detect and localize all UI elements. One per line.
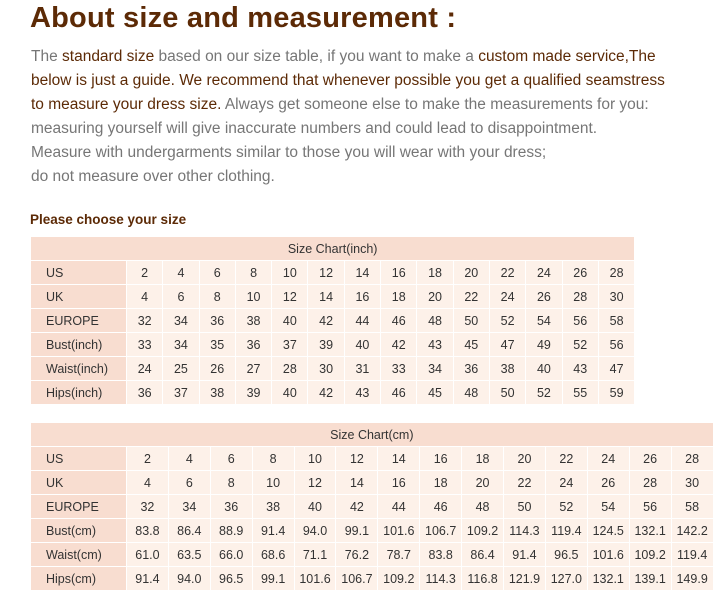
chart-caption: Size Chart(inch) <box>31 237 635 261</box>
table-cell: 96.5 <box>210 567 252 591</box>
table-cell: 76.2 <box>336 543 378 567</box>
table-cell: 24 <box>545 471 587 495</box>
table-cell: 52 <box>545 495 587 519</box>
table-cell: 22 <box>504 471 546 495</box>
table-cell: 56 <box>629 495 671 519</box>
table-cell: 43 <box>417 333 453 357</box>
table-cell: 99.1 <box>336 519 378 543</box>
size-chart-inch <box>30 236 635 405</box>
table-cell: 61.0 <box>127 543 169 567</box>
table-cell: 66.0 <box>210 543 252 567</box>
intro-line-2: below is just a guide. We recommend that whenever possible you get a qualified seamstress <box>31 72 665 89</box>
table-cell: 91.4 <box>127 567 169 591</box>
table-cell: 30 <box>598 285 634 309</box>
table-cell: 10 <box>272 261 308 285</box>
table-cell: 96.5 <box>545 543 587 567</box>
table-row <box>31 543 714 567</box>
table-cell: 58 <box>671 495 713 519</box>
table-cell: 26 <box>587 471 629 495</box>
table-cell: 132.1 <box>629 519 671 543</box>
table-cell: 63.5 <box>168 543 210 567</box>
table-cell: 34 <box>168 495 210 519</box>
table-cell: 33 <box>127 333 163 357</box>
table-cell: 38 <box>199 381 235 405</box>
table-cell: 39 <box>235 381 271 405</box>
table-cell: 38 <box>252 495 294 519</box>
table-cell: 46 <box>381 309 417 333</box>
table-cell: 14 <box>308 285 344 309</box>
table-cell: 26 <box>629 447 671 471</box>
table-cell: 109.2 <box>378 567 420 591</box>
intro-text-segment: based on our size table, if you want to make a <box>154 48 479 65</box>
table-cell: 6 <box>210 447 252 471</box>
table-row <box>31 495 714 519</box>
row-label: US <box>31 447 127 471</box>
table-row <box>31 567 714 591</box>
table-cell: 88.9 <box>210 519 252 543</box>
intro-line-5: Measure with undergarments similar to those you will wear with your dress; <box>31 144 547 161</box>
intro-line-1 <box>31 45 711 69</box>
table-cell: 28 <box>629 471 671 495</box>
table-cell: 14 <box>344 261 380 285</box>
table-cell: 58 <box>598 309 634 333</box>
table-cell: 40 <box>272 381 308 405</box>
table-cell: 106.7 <box>336 567 378 591</box>
table-cell: 24 <box>587 447 629 471</box>
intro-line-6: do not measure over other clothing. <box>31 168 275 185</box>
table-cell: 10 <box>294 447 336 471</box>
table-cell: 16 <box>381 261 417 285</box>
table-row <box>31 261 635 285</box>
table-cell: 43 <box>562 357 598 381</box>
table-row <box>31 447 714 471</box>
table-cell: 28 <box>598 261 634 285</box>
table-cell: 38 <box>489 357 525 381</box>
table-cell: 16 <box>344 285 380 309</box>
table-cell: 109.2 <box>629 543 671 567</box>
table-row <box>31 309 635 333</box>
intro-text <box>31 45 711 189</box>
table-cell: 16 <box>420 447 462 471</box>
table-cell: 18 <box>381 285 417 309</box>
table-cell: 94.0 <box>168 567 210 591</box>
row-label: Waist(inch) <box>31 357 127 381</box>
table-cell: 59 <box>598 381 634 405</box>
table-cell: 12 <box>272 285 308 309</box>
intro-text-segment: The <box>31 48 63 65</box>
table-cell: 24 <box>526 261 562 285</box>
table-cell: 46 <box>420 495 462 519</box>
chart-caption-row <box>31 423 714 447</box>
table-cell: 40 <box>344 333 380 357</box>
table-cell: 52 <box>526 381 562 405</box>
row-label: Hips(inch) <box>31 381 127 405</box>
table-cell: 68.6 <box>252 543 294 567</box>
table-cell: 20 <box>504 447 546 471</box>
table-cell: 4 <box>163 261 199 285</box>
table-cell: 24 <box>489 285 525 309</box>
row-label: UK <box>31 471 127 495</box>
table-cell: 30 <box>671 471 713 495</box>
table-row <box>31 519 714 543</box>
table-cell: 139.1 <box>629 567 671 591</box>
table-cell: 6 <box>163 285 199 309</box>
table-cell: 71.1 <box>294 543 336 567</box>
table-cell: 12 <box>308 261 344 285</box>
row-label: Waist(cm) <box>31 543 127 567</box>
table-cell: 91.4 <box>252 519 294 543</box>
table-cell: 47 <box>489 333 525 357</box>
size-chart-cm <box>30 422 714 591</box>
table-cell: 121.9 <box>504 567 546 591</box>
table-cell: 44 <box>344 309 380 333</box>
table-cell: 36 <box>210 495 252 519</box>
table-cell: 18 <box>420 471 462 495</box>
table-cell: 54 <box>526 309 562 333</box>
table-cell: 6 <box>168 471 210 495</box>
table-cell: 99.1 <box>252 567 294 591</box>
table-cell: 20 <box>453 261 489 285</box>
table-cell: 48 <box>417 309 453 333</box>
table-cell: 124.5 <box>587 519 629 543</box>
row-label: Bust(cm) <box>31 519 127 543</box>
table-cell: 101.6 <box>378 519 420 543</box>
table-cell: 42 <box>381 333 417 357</box>
table-cell: 54 <box>587 495 629 519</box>
table-cell: 52 <box>489 309 525 333</box>
table-cell: 22 <box>545 447 587 471</box>
table-cell: 36 <box>199 309 235 333</box>
table-cell: 86.4 <box>462 543 504 567</box>
table-cell: 34 <box>163 333 199 357</box>
table-cell: 4 <box>168 447 210 471</box>
table-cell: 50 <box>504 495 546 519</box>
table-cell: 16 <box>378 471 420 495</box>
table-cell: 32 <box>127 495 169 519</box>
custom-made-highlight: custom made service,The <box>478 48 656 65</box>
table-cell: 37 <box>272 333 308 357</box>
table-cell: 48 <box>453 381 489 405</box>
row-label: Bust(inch) <box>31 333 127 357</box>
table-cell: 14 <box>378 447 420 471</box>
table-row <box>31 471 714 495</box>
table-cell: 10 <box>235 285 271 309</box>
table-cell: 40 <box>294 495 336 519</box>
table-cell: 4 <box>127 471 169 495</box>
table-cell: 142.2 <box>671 519 713 543</box>
table-cell: 2 <box>127 261 163 285</box>
table-cell: 52 <box>562 333 598 357</box>
table-cell: 28 <box>272 357 308 381</box>
table-cell: 46 <box>381 381 417 405</box>
table-cell: 44 <box>378 495 420 519</box>
table-cell: 49 <box>526 333 562 357</box>
table-cell: 31 <box>344 357 380 381</box>
table-cell: 55 <box>562 381 598 405</box>
table-cell: 39 <box>308 333 344 357</box>
table-cell: 26 <box>199 357 235 381</box>
table-cell: 33 <box>381 357 417 381</box>
row-label: UK <box>31 285 127 309</box>
table-cell: 45 <box>453 333 489 357</box>
table-cell: 20 <box>462 471 504 495</box>
table-cell: 25 <box>163 357 199 381</box>
choose-size-label: Please choose your size <box>30 212 187 227</box>
table-cell: 32 <box>127 309 163 333</box>
table-row <box>31 381 635 405</box>
table-cell: 43 <box>344 381 380 405</box>
table-cell: 42 <box>308 381 344 405</box>
table-cell: 28 <box>671 447 713 471</box>
table-cell: 22 <box>489 261 525 285</box>
table-row <box>31 357 635 381</box>
table-row <box>31 333 635 357</box>
table-cell: 24 <box>127 357 163 381</box>
table-cell: 22 <box>453 285 489 309</box>
table-cell: 8 <box>252 447 294 471</box>
table-cell: 38 <box>235 309 271 333</box>
chart-caption-row <box>31 237 635 261</box>
table-cell: 42 <box>336 495 378 519</box>
table-cell: 78.7 <box>378 543 420 567</box>
table-cell: 2 <box>127 447 169 471</box>
table-cell: 35 <box>199 333 235 357</box>
table-cell: 119.4 <box>671 543 713 567</box>
table-cell: 119.4 <box>545 519 587 543</box>
table-cell: 6 <box>199 261 235 285</box>
table-cell: 42 <box>308 309 344 333</box>
table-cell: 109.2 <box>462 519 504 543</box>
page-title: About size and measurement : <box>30 2 457 34</box>
chart-caption: Size Chart(cm) <box>31 423 714 447</box>
table-cell: 127.0 <box>545 567 587 591</box>
row-label: EUROPE <box>31 495 127 519</box>
table-cell: 94.0 <box>294 519 336 543</box>
table-cell: 40 <box>272 309 308 333</box>
table-cell: 12 <box>336 447 378 471</box>
table-cell: 20 <box>417 285 453 309</box>
table-cell: 37 <box>163 381 199 405</box>
table-cell: 18 <box>417 261 453 285</box>
intro-text-segment: Always get someone else to make the measurements for you: <box>221 96 649 113</box>
table-cell: 30 <box>308 357 344 381</box>
table-row <box>31 285 635 309</box>
table-cell: 56 <box>562 309 598 333</box>
table-cell: 36 <box>235 333 271 357</box>
table-cell: 36 <box>453 357 489 381</box>
table-cell: 101.6 <box>587 543 629 567</box>
table-cell: 36 <box>127 381 163 405</box>
row-label: Hips(cm) <box>31 567 127 591</box>
table-cell: 12 <box>294 471 336 495</box>
standard-size-highlight: standard size <box>62 48 155 65</box>
table-cell: 8 <box>235 261 271 285</box>
table-cell: 18 <box>462 447 504 471</box>
table-cell: 50 <box>453 309 489 333</box>
table-cell: 106.7 <box>420 519 462 543</box>
table-cell: 8 <box>199 285 235 309</box>
table-cell: 26 <box>526 285 562 309</box>
table-cell: 91.4 <box>504 543 546 567</box>
table-cell: 101.6 <box>294 567 336 591</box>
table-cell: 26 <box>562 261 598 285</box>
intro-line-4: measuring yourself will give inaccurate numbers and could lead to disappointment. <box>31 120 598 137</box>
intro-line-3 <box>31 93 711 117</box>
table-cell: 45 <box>417 381 453 405</box>
table-cell: 114.3 <box>504 519 546 543</box>
measure-dress-highlight: to measure your dress size. <box>31 96 222 113</box>
table-cell: 56 <box>598 333 634 357</box>
table-cell: 149.9 <box>671 567 713 591</box>
row-label: EUROPE <box>31 309 127 333</box>
table-cell: 83.8 <box>420 543 462 567</box>
table-cell: 132.1 <box>587 567 629 591</box>
table-cell: 47 <box>598 357 634 381</box>
table-cell: 14 <box>336 471 378 495</box>
table-cell: 8 <box>210 471 252 495</box>
table-cell: 34 <box>417 357 453 381</box>
table-cell: 116.8 <box>462 567 504 591</box>
table-cell: 114.3 <box>420 567 462 591</box>
table-cell: 86.4 <box>168 519 210 543</box>
table-cell: 10 <box>252 471 294 495</box>
row-label: US <box>31 261 127 285</box>
table-cell: 34 <box>163 309 199 333</box>
table-cell: 4 <box>127 285 163 309</box>
table-cell: 48 <box>462 495 504 519</box>
table-cell: 83.8 <box>127 519 169 543</box>
table-cell: 28 <box>562 285 598 309</box>
table-cell: 50 <box>489 381 525 405</box>
table-cell: 27 <box>235 357 271 381</box>
table-cell: 40 <box>526 357 562 381</box>
